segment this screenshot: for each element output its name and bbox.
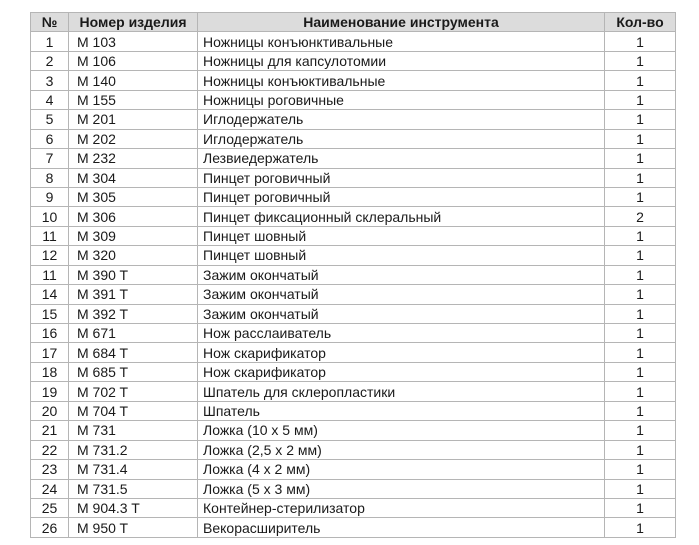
instrument-name-cell: Зажим окончатый [198, 304, 605, 323]
row-number-cell: 26 [31, 518, 69, 537]
quantity-cell: 1 [605, 110, 676, 129]
row-number-cell: 7 [31, 149, 69, 168]
row-number-cell: 22 [31, 440, 69, 459]
table-row [31, 32, 676, 51]
table-row [31, 265, 676, 284]
table-row [31, 479, 676, 498]
quantity-cell: 1 [605, 518, 676, 537]
row-number-cell: 23 [31, 460, 69, 479]
quantity-cell: 1 [605, 187, 676, 206]
row-number-cell: 6 [31, 129, 69, 148]
item-code-cell: M 106 [69, 51, 198, 70]
item-code-cell: M 950 T [69, 518, 198, 537]
row-number-cell: 18 [31, 362, 69, 381]
quantity-cell: 1 [605, 246, 676, 265]
quantity-cell: 1 [605, 460, 676, 479]
quantity-cell: 1 [605, 421, 676, 440]
quantity-cell: 1 [605, 324, 676, 343]
table-row [31, 421, 676, 440]
row-number-cell: 5 [31, 110, 69, 129]
item-code-cell: M 103 [69, 32, 198, 51]
instrument-name-cell: Ложка (5 х 3 мм) [198, 479, 605, 498]
row-number-cell: 19 [31, 382, 69, 401]
instrument-name-cell: Ножницы для капсулотомии [198, 51, 605, 70]
quantity-cell: 1 [605, 51, 676, 70]
instrument-name-cell: Ножницы конъюнктивальные [198, 32, 605, 51]
item-code-cell: M 684 T [69, 343, 198, 362]
instrument-name-cell: Шпатель для склеропластики [198, 382, 605, 401]
table-row [31, 401, 676, 420]
quantity-cell: 1 [605, 32, 676, 51]
quantity-cell: 1 [605, 226, 676, 245]
item-code-cell: M 731 [69, 421, 198, 440]
table-body [31, 32, 676, 537]
instrument-name-cell: Ложка (4 х 2 мм) [198, 460, 605, 479]
item-code-cell: M 306 [69, 207, 198, 226]
quantity-cell: 1 [605, 479, 676, 498]
quantity-cell: 1 [605, 149, 676, 168]
quantity-cell: 1 [605, 440, 676, 459]
item-code-cell: M 155 [69, 90, 198, 109]
item-code-cell: M 140 [69, 71, 198, 90]
quantity-cell: 1 [605, 168, 676, 187]
header-number: № [31, 13, 69, 32]
row-number-cell: 12 [31, 246, 69, 265]
row-number-cell: 14 [31, 285, 69, 304]
row-number-cell: 11 [31, 265, 69, 284]
quantity-cell: 1 [605, 265, 676, 284]
header-quantity: Кол-во [605, 13, 676, 32]
table-row [31, 362, 676, 381]
table-row [31, 187, 676, 206]
table-row [31, 246, 676, 265]
quantity-cell: 1 [605, 90, 676, 109]
instrument-name-cell: Нож скарификатор [198, 362, 605, 381]
table-header-row [31, 13, 676, 32]
table-row [31, 343, 676, 362]
table-row [31, 71, 676, 90]
quantity-cell: 1 [605, 382, 676, 401]
table-row [31, 518, 676, 537]
table-row [31, 285, 676, 304]
row-number-cell: 11 [31, 226, 69, 245]
item-code-cell: M 391 T [69, 285, 198, 304]
row-number-cell: 4 [31, 90, 69, 109]
quantity-cell: 1 [605, 362, 676, 381]
instrument-name-cell: Ножницы конъюктивальные [198, 71, 605, 90]
instrument-name-cell: Пинцет шовный [198, 226, 605, 245]
item-code-cell: M 201 [69, 110, 198, 129]
row-number-cell: 3 [31, 71, 69, 90]
instrument-name-cell: Иглодержатель [198, 110, 605, 129]
instrument-name-cell: Пинцет роговичный [198, 168, 605, 187]
instrument-name-cell: Иглодержатель [198, 129, 605, 148]
instrument-name-cell: Нож скарификатор [198, 343, 605, 362]
table-row [31, 207, 676, 226]
table-row [31, 168, 676, 187]
item-code-cell: M 702 T [69, 382, 198, 401]
instrument-name-cell: Контейнер-стерилизатор [198, 498, 605, 517]
table-row [31, 382, 676, 401]
item-code-cell: M 202 [69, 129, 198, 148]
quantity-cell: 1 [605, 129, 676, 148]
table-row [31, 304, 676, 323]
instrument-name-cell: Зажим окончатый [198, 265, 605, 284]
row-number-cell: 10 [31, 207, 69, 226]
instrument-name-cell: Пинцет фиксационный склеральный [198, 207, 605, 226]
instrument-name-cell: Шпатель [198, 401, 605, 420]
instrument-table [30, 12, 676, 538]
row-number-cell: 25 [31, 498, 69, 517]
row-number-cell: 9 [31, 187, 69, 206]
row-number-cell: 1 [31, 32, 69, 51]
item-code-cell: M 304 [69, 168, 198, 187]
table-row [31, 90, 676, 109]
instrument-name-cell: Ножницы роговичные [198, 90, 605, 109]
table-row [31, 149, 676, 168]
item-code-cell: M 320 [69, 246, 198, 265]
instrument-table-container [30, 12, 676, 538]
item-code-cell: M 904.3 T [69, 498, 198, 517]
item-code-cell: M 704 T [69, 401, 198, 420]
row-number-cell: 20 [31, 401, 69, 420]
table-row [31, 460, 676, 479]
quantity-cell: 1 [605, 498, 676, 517]
instrument-name-cell: Ложка (10 х 5 мм) [198, 421, 605, 440]
row-number-cell: 2 [31, 51, 69, 70]
instrument-name-cell: Пинцет роговичный [198, 187, 605, 206]
table-row [31, 51, 676, 70]
item-code-cell: M 392 T [69, 304, 198, 323]
item-code-cell: M 731.5 [69, 479, 198, 498]
table-row [31, 110, 676, 129]
item-code-cell: M 309 [69, 226, 198, 245]
quantity-cell: 1 [605, 401, 676, 420]
quantity-cell: 1 [605, 71, 676, 90]
item-code-cell: M 305 [69, 187, 198, 206]
item-code-cell: M 731.2 [69, 440, 198, 459]
table-row [31, 226, 676, 245]
table-row [31, 324, 676, 343]
quantity-cell: 1 [605, 285, 676, 304]
instrument-name-cell: Лезвиедержатель [198, 149, 605, 168]
row-number-cell: 8 [31, 168, 69, 187]
item-code-cell: M 685 T [69, 362, 198, 381]
table-row [31, 498, 676, 517]
instrument-name-cell: Пинцет шовный [198, 246, 605, 265]
quantity-cell: 2 [605, 207, 676, 226]
instrument-name-cell: Зажим окончатый [198, 285, 605, 304]
item-code-cell: M 731.4 [69, 460, 198, 479]
row-number-cell: 21 [31, 421, 69, 440]
header-item-code: Номер изделия [69, 13, 198, 32]
instrument-name-cell: Ложка (2,5 х 2 мм) [198, 440, 605, 459]
row-number-cell: 24 [31, 479, 69, 498]
item-code-cell: M 671 [69, 324, 198, 343]
table-row [31, 129, 676, 148]
table-row [31, 440, 676, 459]
instrument-name-cell: Нож расслаиватель [198, 324, 605, 343]
item-code-cell: M 390 T [69, 265, 198, 284]
instrument-name-cell: Векорасширитель [198, 518, 605, 537]
row-number-cell: 16 [31, 324, 69, 343]
header-instrument-name: Наименование инструмента [198, 13, 605, 32]
quantity-cell: 1 [605, 304, 676, 323]
quantity-cell: 1 [605, 343, 676, 362]
row-number-cell: 17 [31, 343, 69, 362]
item-code-cell: M 232 [69, 149, 198, 168]
row-number-cell: 15 [31, 304, 69, 323]
